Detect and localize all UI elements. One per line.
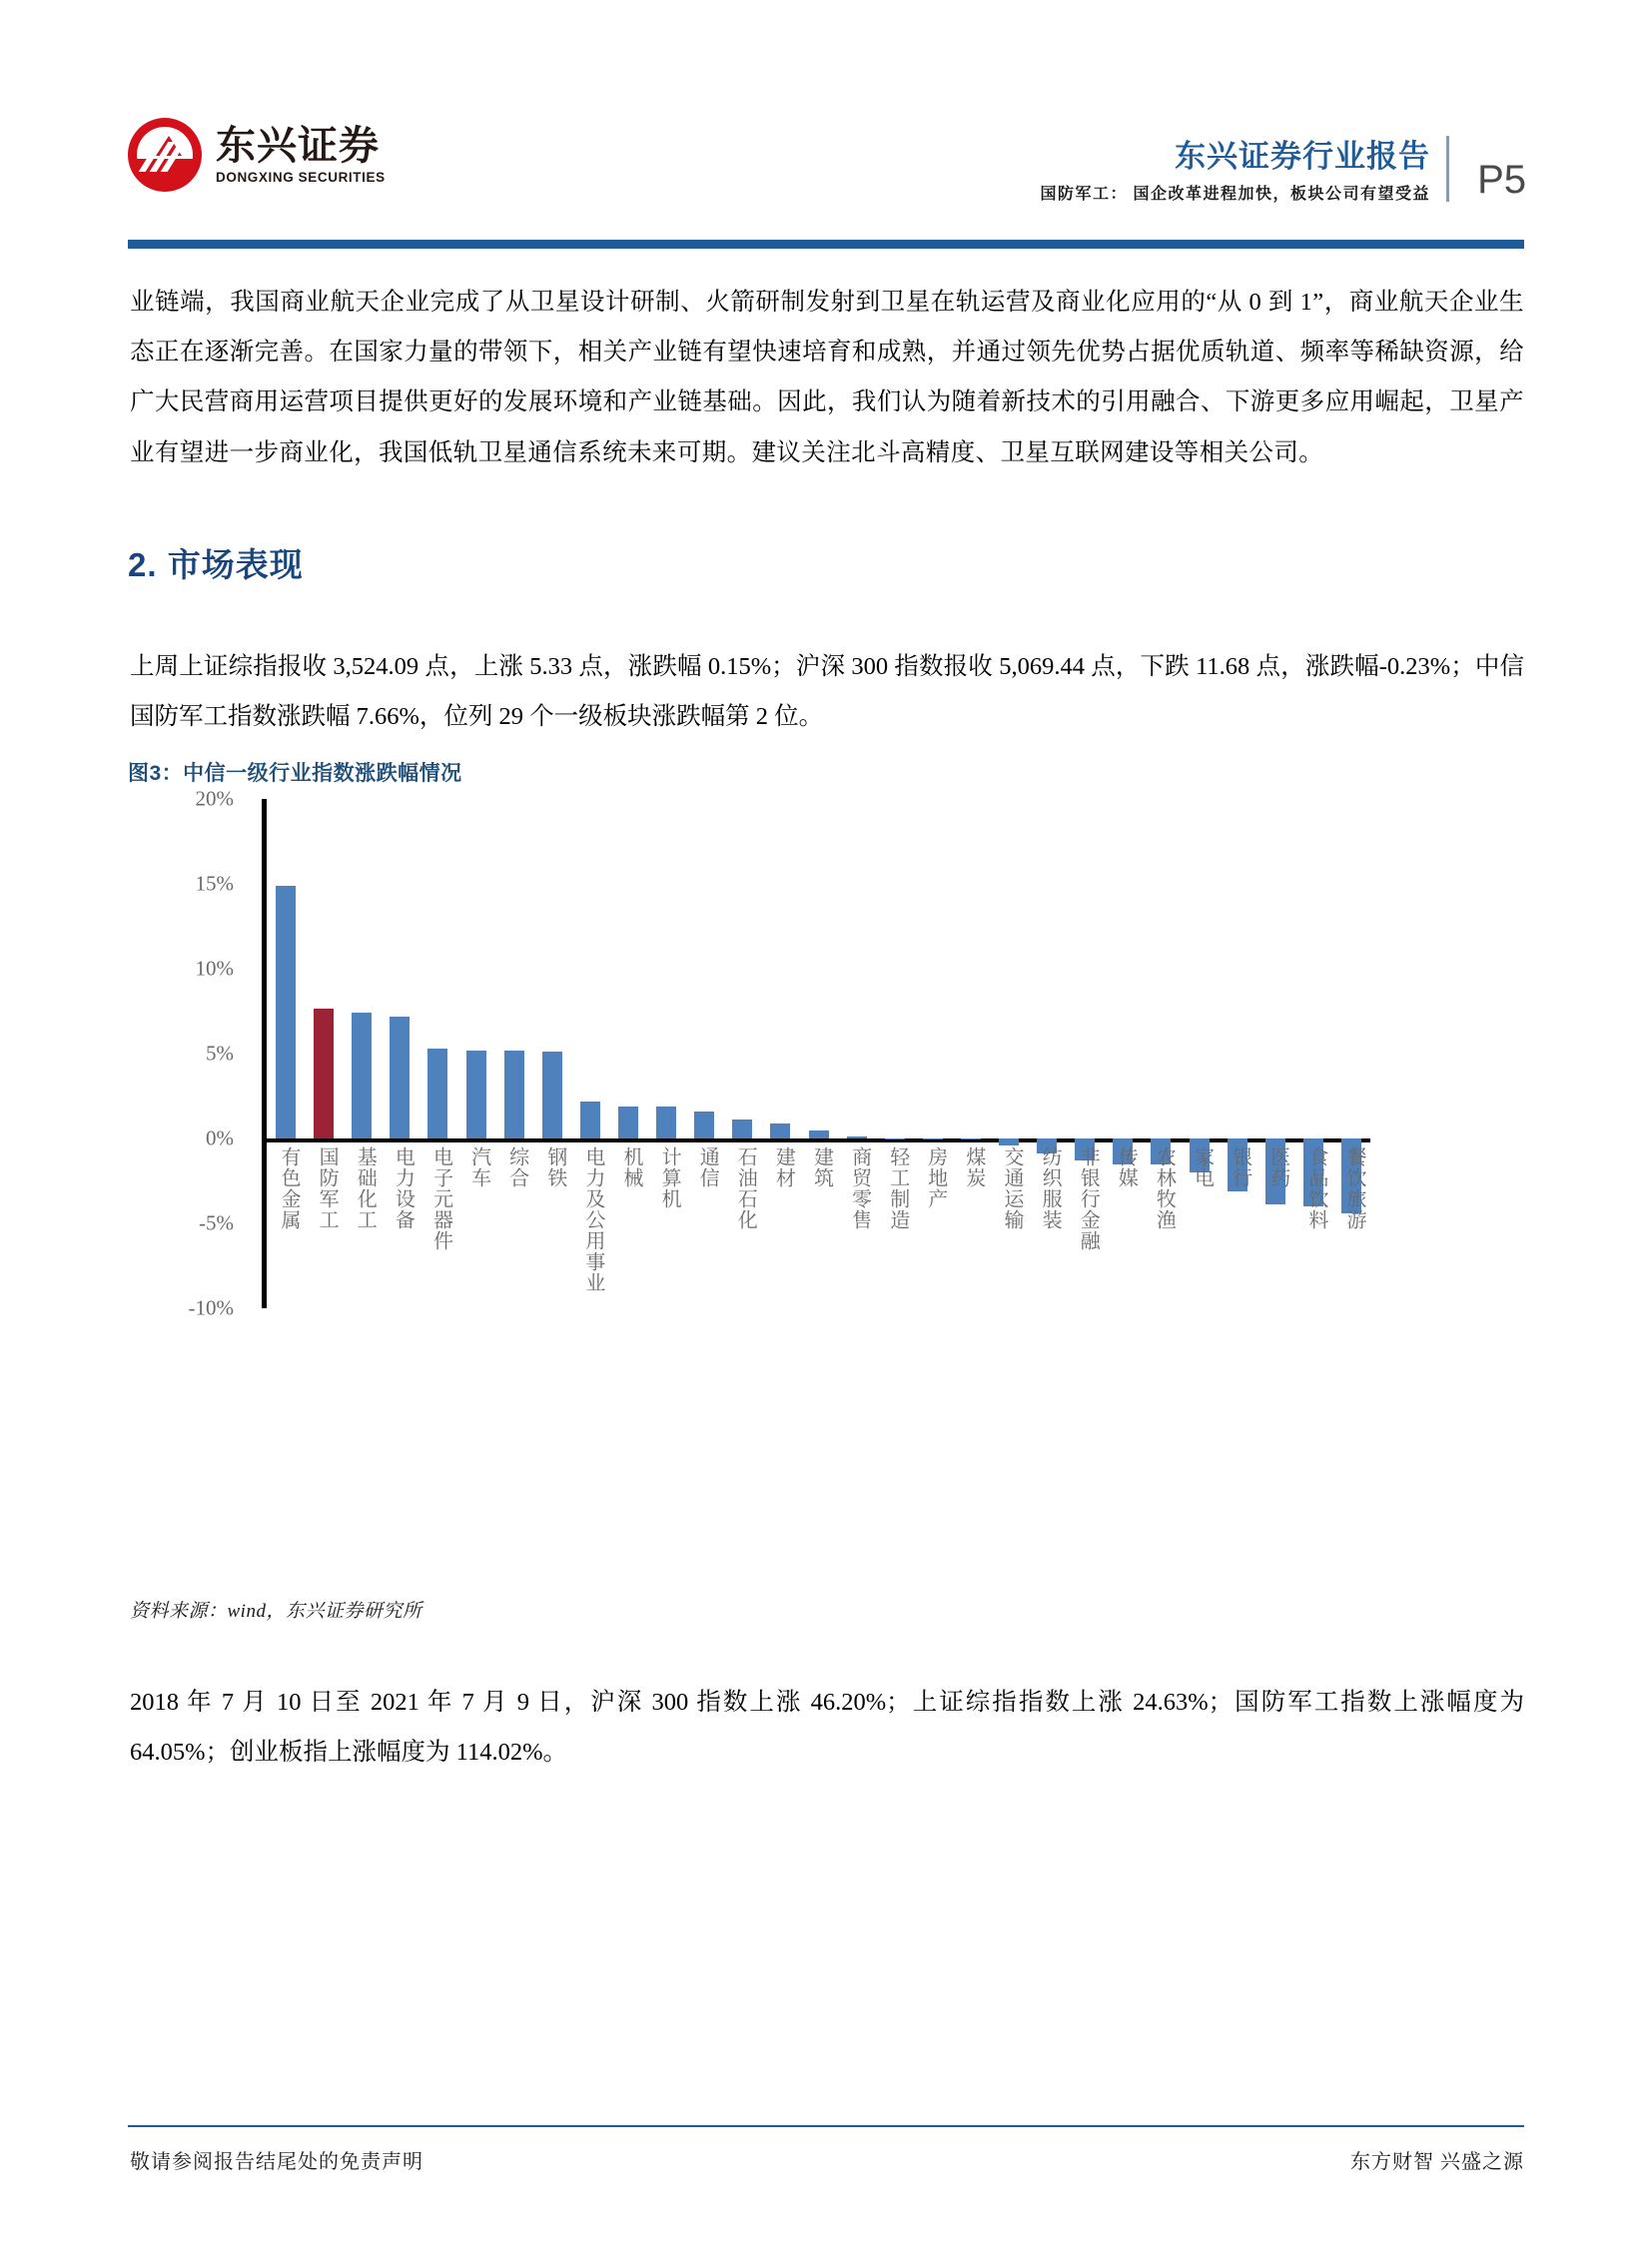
bar	[580, 1102, 600, 1138]
y-axis-tick: 15%	[195, 871, 234, 896]
x-axis-tick: 传媒	[1115, 1146, 1138, 1188]
bar	[847, 1136, 867, 1138]
report-title: 东兴证券行业报告	[1175, 138, 1431, 174]
paragraph-market-stats: 上周上证综指报收 3,524.09 点，上涨 5.33 点，涨跌幅 0.15%；沪深 300 指数报收 5,069.44 点，下跌 11.68 点，涨跌幅-0.23%；中信国防军工指数涨跌幅 7.66%，位列 29 个一级板块涨跌幅第 2 位。	[130, 653, 1524, 731]
logo-name-en: DONGXING SECURITIES	[216, 170, 386, 185]
x-axis-tick: 钢铁	[543, 1146, 566, 1188]
header-titles	[1041, 138, 1447, 204]
bar	[466, 1051, 486, 1138]
x-axis-tick: 餐饮旅游	[1342, 1146, 1365, 1230]
page-header	[128, 108, 1526, 204]
page-number: P5	[1477, 158, 1526, 202]
bar	[314, 1009, 334, 1138]
x-axis-tick: 纺织服装	[1039, 1146, 1062, 1230]
y-axis-tick: 5%	[206, 1041, 234, 1066]
bar	[427, 1049, 447, 1138]
bar	[732, 1120, 752, 1138]
footer-disclaimer: 敬请参阅报告结尾处的免责声明	[130, 2151, 423, 2173]
x-axis-tick: 房地产	[924, 1146, 947, 1209]
x-axis-tick: 电力及公用事业	[581, 1146, 604, 1293]
paragraph-intro: 业链端，我国商业航天企业完成了从卫星设计研制、火箭研制发射到卫星在轨运营及商业化应用的“从 0 到 1”，商业航天企业生态正在逐渐完善。在国家力量的带领下，相关产业链有望快速培育和成熟，并通过领先优势占据优质轨道、频率等稀缺资源，给广大民营商用运营项目提供更好的发展环境和产业链基础。因此，我们认为随着新技术的引用融合、下游更多应用崛起，卫星产业有望进一步商业化，我国低轨卫星通信系统未来可期。建议关注北斗高精度、卫星互联网建设等相关公司。	[130, 289, 1524, 466]
bar-chart	[128, 786, 1526, 1558]
x-axis-tick: 非银行金融	[1077, 1146, 1100, 1251]
logo-text	[216, 125, 386, 185]
footer-slogan: 东方财智 兴盛之源	[1350, 2151, 1524, 2173]
dongxing-logo-icon	[128, 118, 202, 192]
x-axis-tick: 交通运输	[1001, 1146, 1024, 1230]
x-axis-tick: 银行	[1229, 1146, 1251, 1188]
x-axis-tick: 国防军工	[316, 1146, 339, 1230]
bar	[618, 1107, 638, 1138]
x-axis-tick: 建材	[772, 1146, 795, 1188]
x-axis-tick: 通信	[696, 1146, 719, 1188]
x-axis-tick: 机械	[619, 1146, 642, 1188]
x-axis-tick: 汽车	[467, 1146, 490, 1188]
bar	[276, 886, 296, 1138]
x-axis-tick: 医药	[1266, 1146, 1289, 1188]
x-axis-labels	[267, 1146, 1370, 1486]
y-axis-tick: 20%	[195, 786, 234, 811]
logo-name-cn: 东兴证券	[216, 124, 380, 168]
x-axis-tick: 有色金属	[278, 1146, 301, 1230]
bar	[352, 1013, 372, 1138]
x-axis-tick: 轻工制造	[886, 1146, 909, 1230]
source-note: 资料来源：wind，东兴证券研究所	[130, 1601, 422, 1622]
x-axis-tick: 石油石化	[734, 1146, 757, 1230]
x-axis-tick: 基础化工	[354, 1146, 377, 1230]
bar	[656, 1107, 676, 1138]
paragraph-index-performance: 2018 年 7 月 10 日至 2021 年 7 月 9 日，沪深 300 指数上涨 46.20%；上证综指指数上涨 24.63%；国防军工指数上涨幅度为 64.05%；创业板指上涨幅度为 114.02%。	[130, 1689, 1524, 1767]
y-axis-tick: -5%	[199, 1210, 234, 1235]
y-axis-tick: 0%	[206, 1125, 234, 1150]
y-axis-tick: -10%	[188, 1295, 234, 1320]
header-right	[1041, 108, 1526, 204]
company-logo	[128, 118, 386, 192]
section-heading-market-performance: 2. 市场表现	[128, 546, 304, 583]
x-axis-tick: 建筑	[810, 1146, 833, 1188]
x-axis-tick: 家电	[1191, 1146, 1214, 1188]
bar	[923, 1138, 943, 1139]
header-rule	[128, 240, 1524, 249]
bar	[770, 1123, 790, 1138]
figure-caption: 图3：中信一级行业指数涨跌幅情况	[128, 762, 462, 785]
bar	[542, 1052, 562, 1138]
x-axis-tick: 计算机	[658, 1146, 681, 1209]
x-axis-tick: 农林牧渔	[1153, 1146, 1176, 1230]
y-axis-tick: 10%	[195, 956, 234, 981]
bar	[961, 1138, 981, 1139]
bar	[390, 1017, 410, 1138]
x-axis-tick: 商贸零售	[848, 1146, 871, 1230]
x-axis-tick: 煤炭	[962, 1146, 985, 1188]
x-axis-tick: 电子元器件	[429, 1146, 452, 1251]
bar	[694, 1112, 714, 1138]
x-axis-tick: 食品饮料	[1304, 1146, 1327, 1230]
x-axis-tick: 综合	[505, 1146, 528, 1188]
x-axis-tick: 电力设备	[392, 1146, 414, 1230]
y-axis-labels	[128, 786, 248, 1320]
bar	[504, 1051, 524, 1138]
bar	[809, 1130, 829, 1139]
footer-rule	[128, 2125, 1524, 2127]
report-subtitle: 国防军工： 国企改革进程加快，板块公司有望受益	[1040, 186, 1431, 203]
bar	[885, 1138, 905, 1139]
bar	[999, 1138, 1019, 1145]
